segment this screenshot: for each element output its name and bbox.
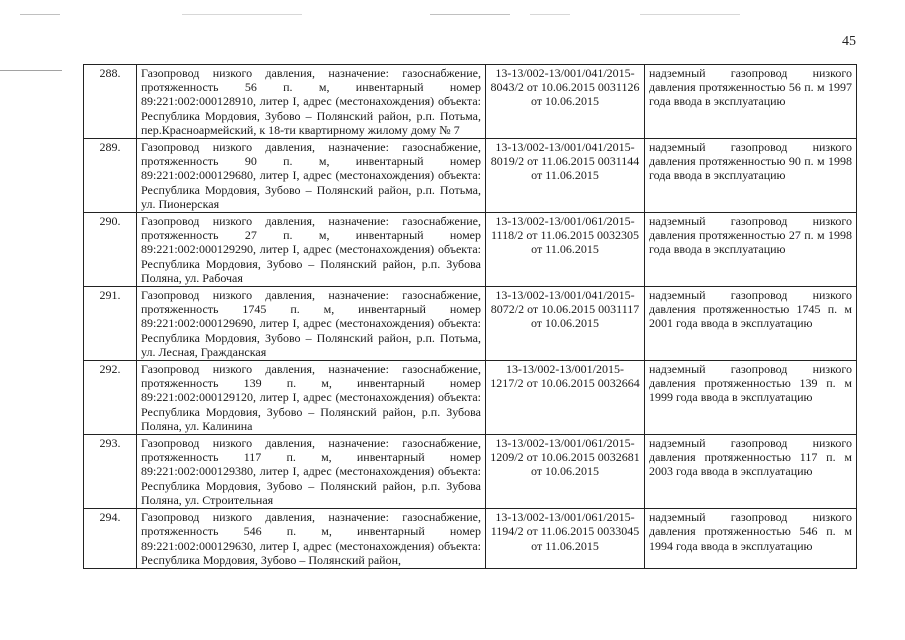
record-note: надземный газопровод низкого давления протяженностью 56 п. м 1997 года ввода в эксплуатацию bbox=[645, 65, 857, 139]
record-note: надземный газопровод низкого давления протяженностью 90 п. м 1998 года ввода в эксплуатацию bbox=[645, 139, 857, 213]
record-note: надземный газопровод низкого давления протяженностью 1745 п. м 2001 года ввода в эксплуатацию bbox=[645, 287, 857, 361]
record-description: Газопровод низкого давления, назначение: газоснабжение, протяженность 90 п. м, инвентарный номер 89:221:002:000129680, литер I, адрес (местонахождения) объекта: Республика Мордовия, Зубово – Полянский район, р.п. Потьма, ул. Пионерская bbox=[137, 139, 486, 213]
table-row bbox=[84, 509, 857, 569]
record-note: надземный газопровод низкого давления протяженностью 139 п. м 1999 года ввода в эксплуатацию bbox=[645, 361, 857, 435]
scan-artifact-line bbox=[530, 14, 570, 15]
record-note: надземный газопровод низкого давления протяженностью 27 п. м 1998 года ввода в эксплуатацию bbox=[645, 213, 857, 287]
table-row bbox=[84, 361, 857, 435]
record-index: 293. bbox=[84, 435, 137, 509]
record-note: надземный газопровод низкого давления протяженностью 546 п. м 1994 года ввода в эксплуатацию bbox=[645, 509, 857, 569]
table-row bbox=[84, 139, 857, 213]
record-description: Газопровод низкого давления, назначение: газоснабжение, протяженность 27 п. м, инвентарный номер 89:221:002:000129290, литер I, адрес (местонахождения) объекта: Республика Мордовия, Зубово – Полянский район, р.п. Зубова Поляна, ул. Рабочая bbox=[137, 213, 486, 287]
records-table bbox=[83, 64, 857, 569]
scan-artifact-line bbox=[182, 14, 302, 15]
record-index: 294. bbox=[84, 509, 137, 569]
record-registration: 13-13/002-13/001/041/2015-8043/2 от 10.06.2015 0031126 от 10.06.2015 bbox=[486, 65, 645, 139]
record-registration: 13-13/002-13/001/041/2015-8019/2 от 11.06.2015 0031144 от 11.06.2015 bbox=[486, 139, 645, 213]
record-description: Газопровод низкого давления, назначение: газоснабжение, протяженность 139 п. м, инвентарный номер 89:221:002:000129120, литер I, адрес (местонахождения) объекта: Республика Мордовия, Зубово – Полянский район, р.п. Зубова Поляна, ул. Калинина bbox=[137, 361, 486, 435]
record-index: 290. bbox=[84, 213, 137, 287]
scan-artifact-line bbox=[640, 14, 740, 15]
table-row bbox=[84, 213, 857, 287]
record-registration: 13-13/002-13/001/061/2015-1118/2 от 11.06.2015 0032305 от 11.06.2015 bbox=[486, 213, 645, 287]
record-description: Газопровод низкого давления, назначение: газоснабжение, протяженность 546 п. м, инвентарный номер 89:221:002:000129630, литер I, адрес (местонахождения) объекта: Республика Мордовия, Зубово – Полянский район, bbox=[137, 509, 486, 569]
record-registration: 13-13/002-13/001/041/2015-8072/2 от 10.06.2015 0031117 от 10.06.2015 bbox=[486, 287, 645, 361]
record-description: Газопровод низкого давления, назначение: газоснабжение, протяженность 1745 п. м, инвентарный номер 89:221:002:000129690, литер I, адрес (местонахождения) объекта: Республика Мордовия, Зубово – Полянский район, р.п. Потьма, ул. Лесная, Гражданская bbox=[137, 287, 486, 361]
record-index: 291. bbox=[84, 287, 137, 361]
table-row bbox=[84, 435, 857, 509]
record-registration: 13-13/002-13/001/061/2015-1209/2 от 10.06.2015 0032681 от 10.06.2015 bbox=[486, 435, 645, 509]
record-index: 288. bbox=[84, 65, 137, 139]
record-description: Газопровод низкого давления, назначение: газоснабжение, протяженность 56 п. м, инвентарный номер 89:221:002:000128910, литер I, адрес (местонахождения) объекта: Республика Мордовия, Зубово – Полянский район, р.п. Потьма, пер.Красноармейский, к 18-ти квартирному жилому дому № 7 bbox=[137, 65, 486, 139]
record-note: надземный газопровод низкого давления протяженностью 117 п. м 2003 года ввода в эксплуатацию bbox=[645, 435, 857, 509]
margin-mark bbox=[0, 70, 62, 71]
page-number: 45 bbox=[842, 34, 856, 49]
record-index: 289. bbox=[84, 139, 137, 213]
scan-artifact-line bbox=[430, 14, 510, 15]
record-registration: 13-13/002-13/001/2015-1217/2 от 10.06.2015 0032664 bbox=[486, 361, 645, 435]
table-row bbox=[84, 287, 857, 361]
record-registration: 13-13/002-13/001/061/2015-1194/2 от 11.06.2015 0033045 от 11.06.2015 bbox=[486, 509, 645, 569]
record-index: 292. bbox=[84, 361, 137, 435]
table-row bbox=[84, 65, 857, 139]
scan-artifact-line bbox=[20, 14, 60, 15]
record-description: Газопровод низкого давления, назначение: газоснабжение, протяженность 117 п. м, инвентарный номер 89:221:002:000129380, литер I, адрес (местонахождения) объекта: Республика Мордовия, Зубово – Полянский район, р.п. Зубова Поляна, ул. Строительная bbox=[137, 435, 486, 509]
